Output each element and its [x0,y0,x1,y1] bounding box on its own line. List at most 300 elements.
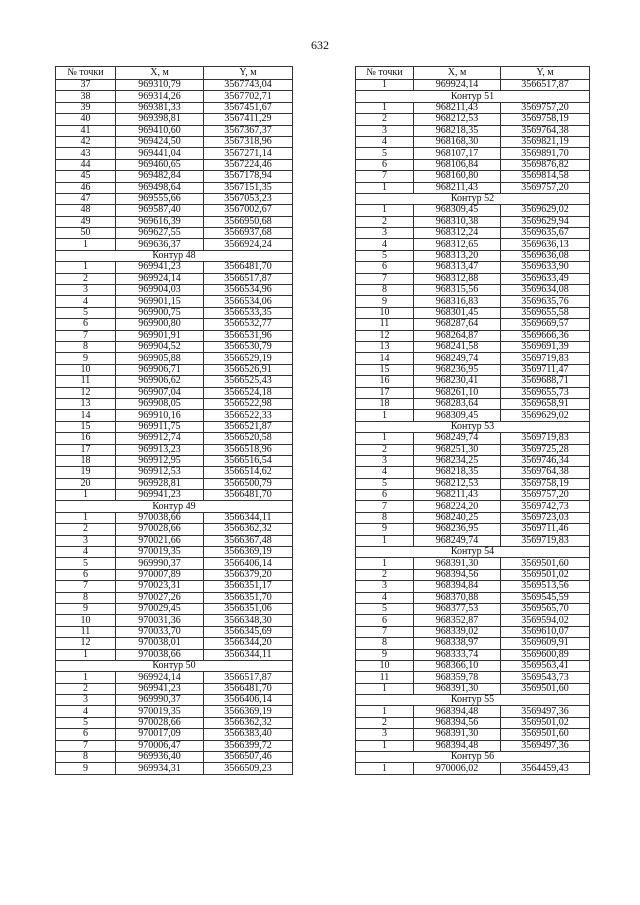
table-row [356,455,590,466]
cell-x: 970006,47 [116,740,204,751]
table-row [56,398,293,409]
cell-x: 969910,16 [116,410,204,421]
table-row [356,672,590,683]
cell-y: 3569757,20 [501,182,590,193]
cell-x: 969381,33 [116,102,204,113]
cell-y: 3569891,70 [501,148,590,159]
table-row [56,547,293,558]
cell-y: 3569634,08 [501,285,590,296]
cell-x: 969616,39 [116,216,204,227]
cell-y: 3569543,73 [501,672,590,683]
section-header-row [356,193,590,204]
cell-y: 3566507,46 [204,752,293,763]
table-row [356,353,590,364]
table-row [56,341,293,352]
cell-y: 3569609,91 [501,638,590,649]
table-row [56,535,293,546]
table-row [56,626,293,637]
cell-point-number: 3 [356,228,414,239]
table-row [56,512,293,523]
cell-point-number: 7 [56,330,116,341]
cell-x: 969928,81 [116,478,204,489]
cell-x: 969901,91 [116,330,204,341]
cell-x: 968234,25 [414,455,501,466]
cell-point-number: 1 [356,558,414,569]
cell-y: 3569719,83 [501,433,590,444]
cell-x: 968236,95 [414,524,501,535]
cell-point-number: 7 [56,740,116,751]
cell-y: 3569501,60 [501,558,590,569]
cell-point-number: 2 [56,273,116,284]
cell-point-number: 3 [356,729,414,740]
cell-y: 3569501,60 [501,729,590,740]
cell-y: 3567224,46 [204,159,293,170]
table-row [356,683,590,694]
table-row [56,159,293,170]
section-title: Контур 55 [356,695,590,706]
cell-x: 968287,64 [414,319,501,330]
cell-x: 969398,81 [116,114,204,125]
table-row [56,410,293,421]
cell-y: 3566351,06 [204,603,293,614]
table-row [56,262,293,273]
table-row [356,706,590,717]
cell-point-number: 1 [356,182,414,193]
cell-y: 3569764,38 [501,467,590,478]
table-row [356,273,590,284]
cell-point-number: 1 [56,649,116,660]
cell-y: 3569711,47 [501,364,590,375]
table-row [56,455,293,466]
section-header-row [356,547,590,558]
cell-y: 3566348,30 [204,615,293,626]
cell-y: 3566351,17 [204,581,293,592]
cell-point-number: 8 [356,512,414,523]
cell-y: 3566509,23 [204,763,293,774]
cell-point-number: 18 [56,455,116,466]
cell-point-number: 45 [56,171,116,182]
cell-x: 968313,20 [414,250,501,261]
cell-y: 3569764,38 [501,125,590,136]
table-row [356,387,590,398]
table-row [356,171,590,182]
cell-x: 970028,66 [116,717,204,728]
cell-y: 3569633,90 [501,262,590,273]
table-row [356,558,590,569]
table-row [56,569,293,580]
cell-x: 968377,53 [414,603,501,614]
cell-x: 968168,30 [414,136,501,147]
table-row [356,717,590,728]
table-row [356,763,590,774]
cell-point-number: 1 [356,80,414,91]
table-row [356,341,590,352]
section-title: Контур 51 [356,91,590,102]
cell-point-number: 1 [356,740,414,751]
cell-x: 970029,45 [116,603,204,614]
cell-y: 3566529,19 [204,353,293,364]
cell-point-number: 1 [56,239,116,250]
cell-point-number: 9 [56,603,116,614]
cell-y: 3569635,67 [501,228,590,239]
cell-x: 968359,78 [414,672,501,683]
cell-point-number: 12 [56,387,116,398]
table-row [56,490,293,501]
table-row [56,102,293,113]
cell-point-number: 6 [356,159,414,170]
cell-point-number: 39 [56,102,116,113]
cell-x: 969314,26 [116,91,204,102]
cell-point-number: 7 [356,501,414,512]
cell-point-number: 1 [56,262,116,273]
cell-x: 968391,30 [414,729,501,740]
cell-point-number: 6 [356,262,414,273]
table-row [56,114,293,125]
cell-y: 3569501,60 [501,683,590,694]
cell-y: 3566369,19 [204,706,293,717]
cell-y: 3569629,94 [501,216,590,227]
cell-x: 968249,74 [414,353,501,364]
cell-point-number: 2 [56,683,116,694]
cell-y: 3566520,58 [204,433,293,444]
cell-x: 969912,95 [116,455,204,466]
cell-point-number: 43 [56,148,116,159]
cell-x: 969941,23 [116,683,204,694]
table-row [56,273,293,284]
cell-y: 3569513,56 [501,581,590,592]
cell-point-number: 16 [56,433,116,444]
header-point-number: № точки [56,67,116,80]
cell-point-number: 8 [56,341,116,352]
cell-point-number: 6 [56,569,116,580]
cell-x: 970028,66 [116,524,204,535]
cell-x: 968394,84 [414,581,501,592]
cell-x: 968366,10 [414,660,501,671]
table-header-row [56,67,293,80]
table-row [356,285,590,296]
cell-point-number: 9 [56,353,116,364]
cell-y: 3566367,48 [204,535,293,546]
cell-y: 3564459,43 [501,763,590,774]
cell-point-number: 18 [356,398,414,409]
cell-x: 969310,79 [116,80,204,91]
table-row [356,296,590,307]
cell-point-number: 7 [356,626,414,637]
cell-x: 970006,02 [414,763,501,774]
cell-x: 968240,25 [414,512,501,523]
cell-x: 968107,17 [414,148,501,159]
cell-point-number: 1 [56,490,116,501]
cell-y: 3566533,35 [204,307,293,318]
cell-point-number: 6 [356,490,414,501]
cell-point-number: 12 [356,330,414,341]
table-row [356,364,590,375]
cell-x: 969441,04 [116,148,204,159]
table-row [56,478,293,489]
cell-point-number: 44 [56,159,116,170]
cell-y: 3566406,14 [204,695,293,706]
table-row [56,136,293,147]
cell-point-number: 1 [356,102,414,113]
table-row [56,467,293,478]
table-row [56,581,293,592]
cell-point-number: 1 [356,706,414,717]
cell-y: 3566522,98 [204,398,293,409]
cell-point-number: 1 [356,763,414,774]
cell-x: 969911,75 [116,421,204,432]
cell-point-number: 11 [56,626,116,637]
cell-x: 968310,38 [414,216,501,227]
cell-point-number: 14 [56,410,116,421]
cell-y: 3569876,82 [501,159,590,170]
cell-point-number: 6 [56,319,116,330]
cell-y: 3566362,32 [204,524,293,535]
cell-x: 969941,23 [116,490,204,501]
cell-x: 970038,66 [116,512,204,523]
table-row [56,80,293,91]
table-row [56,444,293,455]
cell-point-number: 1 [356,535,414,546]
cell-point-number: 1 [356,683,414,694]
cell-x: 969912,53 [116,467,204,478]
cell-point-number: 20 [56,478,116,489]
cell-y: 3566521,87 [204,421,293,432]
cell-point-number: 4 [56,547,116,558]
cell-x: 969900,75 [116,307,204,318]
cell-point-number: 4 [56,296,116,307]
cell-x: 970038,01 [116,638,204,649]
table-row [356,535,590,546]
cell-point-number: 6 [56,729,116,740]
header-y: Y, м [501,67,590,80]
cell-point-number: 15 [56,421,116,432]
table-row [356,740,590,751]
table-row [56,205,293,216]
cell-point-number: 8 [356,638,414,649]
coordinates-table-right [355,66,590,775]
table-row [356,603,590,614]
table-row [356,376,590,387]
cell-x: 968316,83 [414,296,501,307]
cell-y: 3569719,83 [501,353,590,364]
cell-x: 968106,84 [414,159,501,170]
cell-point-number: 4 [56,706,116,717]
cell-point-number: 4 [356,136,414,147]
table-row [56,421,293,432]
cell-x: 969498,64 [116,182,204,193]
cell-x: 969900,80 [116,319,204,330]
cell-x: 969460,65 [116,159,204,170]
cell-x: 969587,40 [116,205,204,216]
table-row [56,649,293,660]
cell-x: 968160,80 [414,171,501,182]
cell-y: 3566406,14 [204,558,293,569]
table-row [56,307,293,318]
cell-x: 970019,35 [116,706,204,717]
table-row [56,91,293,102]
table-row [56,615,293,626]
cell-x: 970027,26 [116,592,204,603]
cell-y: 3566351,70 [204,592,293,603]
cell-x: 969907,04 [116,387,204,398]
table-row [56,524,293,535]
table-row [56,125,293,136]
cell-point-number: 17 [356,387,414,398]
cell-x: 969901,15 [116,296,204,307]
cell-point-number: 9 [356,296,414,307]
section-title: Контур 56 [356,752,590,763]
cell-y: 3569600,89 [501,649,590,660]
cell-point-number: 4 [356,467,414,478]
cell-y: 3566924,24 [204,239,293,250]
table-row [356,444,590,455]
cell-point-number: 46 [56,182,116,193]
cell-x: 968224,20 [414,501,501,512]
section-title: Контур 53 [356,421,590,432]
cell-y: 3566344,20 [204,638,293,649]
cell-x: 968352,87 [414,615,501,626]
cell-x: 968333,74 [414,649,501,660]
table-row [56,603,293,614]
table-row [56,285,293,296]
cell-x: 968309,45 [414,205,501,216]
table-row [56,228,293,239]
section-header-row [56,250,293,261]
cell-y: 3566950,68 [204,216,293,227]
cell-x: 968312,24 [414,228,501,239]
table-row [56,695,293,706]
cell-y: 3566518,96 [204,444,293,455]
table-row [356,148,590,159]
table-row [356,398,590,409]
cell-y: 3569629,02 [501,205,590,216]
table-row [56,330,293,341]
cell-y: 3566525,43 [204,376,293,387]
table-row [356,250,590,261]
table-row [356,615,590,626]
cell-y: 3566531,96 [204,330,293,341]
cell-point-number: 1 [356,433,414,444]
cell-x: 969424,50 [116,136,204,147]
cell-y: 3566481,70 [204,262,293,273]
table-row [356,524,590,535]
table-row [56,239,293,250]
table-row [356,216,590,227]
cell-y: 3569501,02 [501,569,590,580]
cell-point-number: 5 [56,307,116,318]
cell-y: 3569501,02 [501,717,590,728]
cell-point-number: 8 [56,752,116,763]
table-row [56,376,293,387]
cell-x: 968212,53 [414,114,501,125]
section-title: Контур 48 [56,250,293,261]
cell-x: 968313,47 [414,262,501,273]
table-row [356,262,590,273]
cell-y: 3566534,06 [204,296,293,307]
cell-point-number: 47 [56,193,116,204]
section-header-row [56,660,293,671]
header-x: X, м [414,67,501,80]
cell-y: 3566517,87 [501,80,590,91]
cell-y: 3566517,87 [204,672,293,683]
cell-y: 3567702,71 [204,91,293,102]
cell-y: 3566399,72 [204,740,293,751]
cell-y: 3569666,36 [501,330,590,341]
table-row [56,182,293,193]
cell-point-number: 5 [56,558,116,569]
cell-y: 3566514,62 [204,467,293,478]
cell-point-number: 19 [56,467,116,478]
table-row [356,581,590,592]
cell-x: 968391,30 [414,683,501,694]
cell-point-number: 8 [56,592,116,603]
section-header-row [356,91,590,102]
table-row [356,330,590,341]
table-row [356,136,590,147]
cell-y: 3569669,57 [501,319,590,330]
table-row [356,501,590,512]
cell-x: 968212,53 [414,478,501,489]
section-title: Контур 49 [56,501,293,512]
cell-point-number: 1 [356,205,414,216]
cell-x: 968312,88 [414,273,501,284]
table-row [56,171,293,182]
cell-x: 968211,43 [414,490,501,501]
cell-x: 968218,35 [414,125,501,136]
cell-y: 3569758,19 [501,478,590,489]
cell-y: 3566481,70 [204,490,293,501]
table-row [56,193,293,204]
cell-point-number: 2 [356,114,414,125]
cell-point-number: 9 [356,524,414,535]
cell-point-number: 2 [356,717,414,728]
cell-x: 968394,48 [414,706,501,717]
cell-point-number: 5 [356,478,414,489]
cell-y: 3569814,58 [501,171,590,182]
table-row [356,649,590,660]
header-x: X, м [116,67,204,80]
section-header-row [356,695,590,706]
cell-y: 3566379,20 [204,569,293,580]
cell-point-number: 5 [356,603,414,614]
cell-y: 3566522,33 [204,410,293,421]
cell-point-number: 10 [56,364,116,375]
section-title: Контур 52 [356,193,590,204]
table-row [56,717,293,728]
table-row [356,182,590,193]
cell-x: 969913,23 [116,444,204,455]
table-row [56,763,293,774]
cell-y: 3566524,18 [204,387,293,398]
cell-point-number: 11 [56,376,116,387]
cell-x: 968391,30 [414,558,501,569]
cell-x: 969934,31 [116,763,204,774]
cell-point-number: 42 [56,136,116,147]
cell-point-number: 5 [56,717,116,728]
cell-point-number: 16 [356,376,414,387]
table-row [56,672,293,683]
cell-y: 3569723,03 [501,512,590,523]
cell-y: 3569636,08 [501,250,590,261]
table-row [56,729,293,740]
cell-point-number: 7 [56,581,116,592]
cell-y: 3567151,35 [204,182,293,193]
table-row [356,319,590,330]
cell-x: 968218,35 [414,467,501,478]
cell-point-number: 6 [356,615,414,626]
cell-y: 3567411,29 [204,114,293,125]
cell-y: 3569757,20 [501,490,590,501]
